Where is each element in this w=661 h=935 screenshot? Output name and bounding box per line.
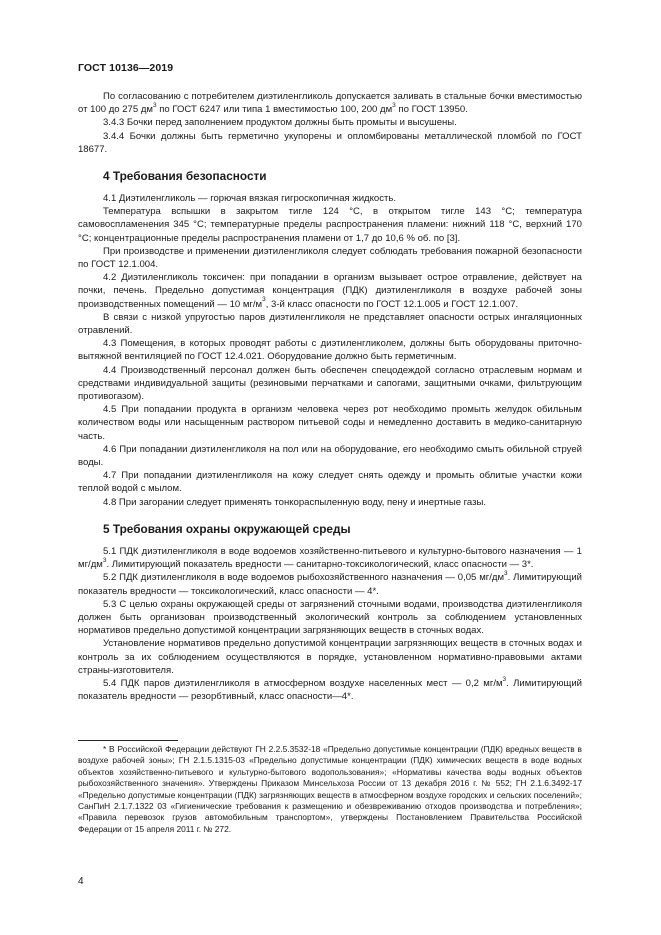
paragraph-4-7: 4.7 При попадании диэтиленгликоля на кожу следует снять одежду и промыть облитые участки кожи теплой водой с мылом.: [78, 470, 582, 495]
text-fragment: 4.2 Диэтиленгликоль токсичен: при попадании в организм вызывает острое отравление, действует на почки, печень. Предельно допустимая концентрация (ПДК) диэтиленгликоля в воздухе рабочей зоны производственных помещений — 10 мг/м: [78, 272, 582, 310]
text-fragment: . Лимитирующий показатель вредности — резорбтивный, класс опасности—4*.: [78, 677, 582, 703]
text-fragment: 5.1 ПДК диэтиленгликоля в воде водоемов хозяйственно-питьевого и культурно-бытового назначения — 1 мг/дм: [78, 545, 582, 571]
paragraph-4-1-temperature: Температура вспышки в закрытом тигле 124 °С, в открытом тигле 143 °С; температура самовоспламенения 345 °С; температурные пределы распространения пламени: нижний 118 °С, верхний 170 °С; концентрационные пределы распространения пламени от 1,7 до 10,6 % об. по [3].: [78, 206, 582, 244]
text-fragment: . Лимитирующий показатель вредности — токсикологический, класс опасности — 4*.: [78, 572, 582, 597]
page-number: 4: [78, 876, 84, 887]
text-fragment: по ГОСТ 6247 или типа 1 вместимостью 100, 200 дм: [156, 104, 393, 116]
paragraph-3-4-4: 3.4.4 Бочки должны быть герметично укупорены и опломбированы металлической пломбой по ГОСТ 18677.: [78, 130, 582, 155]
text-fragment: , 3-й класс опасности по ГОСТ 12.1.005 и ГОСТ 12.1.007.: [265, 298, 519, 310]
paragraph-3-4-3: 3.4.3 Бочки перед заполнением продуктом должны быть промыты и высушены.: [103, 117, 457, 129]
paragraph-4-3: 4.3 Помещения, в которых проводят работы с диэтиленгликолем, должны быть оборудованы приточно-вытяжной вентиляцией по ГОСТ 12.4.021. Оборудование должно быть герметичным.: [78, 338, 582, 363]
superscript: 3: [502, 675, 507, 683]
paragraph-4-5: 4.5 При попадании продукта в организм человека через рот необходимо промыть желудок обильным количеством воды или насыщенным раствором питьевой соды и немедленно доставить в медико-санитарную часть.: [78, 404, 582, 442]
superscript: 3: [392, 102, 396, 110]
superscript: 3: [152, 102, 157, 110]
section-5-title: 5 Требования охраны окружающей среды: [103, 521, 351, 536]
text-fragment: . Лимитирующий показатель вредности — санитарно-токсикологический, класс опасности — 3*.: [106, 559, 534, 571]
superscript: 3: [504, 570, 508, 578]
paragraph-4-1: 4.1 Диэтиленгликоль — горючая вязкая гигроскопичная жидкость.: [103, 193, 396, 205]
text-fragment: 5.2 ПДК диэтиленгликоля в воде водоемов рыбохозяйственного назначения — 0,05 мг/дм: [103, 572, 505, 584]
paragraph-4-1-fire-safety: При производстве и применении диэтиленгликоля следует соблюдать требования пожарной безопасности по ГОСТ 12.1.004.: [78, 245, 582, 271]
paragraph-container-volume: [78, 90, 582, 116]
paragraph-4-4: 4.4 Производственный персонал должен быть обеспечен спецодеждой согласно отраслевым нормам и средствами индивидуальной защиты (резиновыми перчатками и сапогами, защитными очками, фильтрующим противогазом).: [78, 364, 582, 403]
footnote: * В Российской Федерации действуют ГН 2.2.5.3532-18 «Предельно допустимые концентрации (ПДК) вредных веществ в воздухе рабочей зоны»; ГН 2.1.5.1315-03 «Предельно допустимые концентрации (ПДК) химических веществ в воде водных объектов хозяйственно-питьевого и культурно-бытового водопользования»; «Нормативы качества воды водных объектов рыбохозяйственного значения». Утверждены Приказом Минсельхоза России от 13 декабря 2016 г. № 552; ГН 2.1.6.3492-17 «Предельно допустимые концентрации (ПДК) загрязняющих веществ в атмосферном воздухе городских и сельских поселений»; СанПиН 2.1.7.1322 03 «Гигиенические требования к размещению и обезвреживанию отходов производства и потребления»; «Правила перевозок грузов автомобильным транспортом», утверждены Постановлением Правительства Российской Федерации от 15 апреля 2011 г. № 272.: [78, 744, 582, 834]
text-fragment: По согласованию с потребителем диэтиленгликоль допускается заливать в стальные бочки вместимостью от 100 до 275 дм: [78, 91, 582, 116]
text-fragment: 5.4 ПДК паров диэтиленгликоля в атмосферном воздухе населенных мест — 0,2 мг/м: [103, 677, 503, 689]
paragraph-5-3: 5.3 С целью охраны окружающей среды от загрязнений сточными водами, производства диэтиленгликоля должен быть организован производственный экологический контроль за соблюдением установленных нормативов предельно допустимой концентрации загрязняющих веществ в сточных водах.: [78, 598, 582, 637]
footnote-divider: [78, 740, 178, 741]
section-4-title: 4 Требования безопасности: [103, 169, 267, 184]
paragraph-4-2: [78, 271, 582, 311]
paragraph-5-4: [78, 677, 582, 703]
document-standard-header: ГОСТ 10136—2019: [78, 62, 174, 74]
document-body: [78, 90, 582, 703]
paragraph-5-1: [78, 545, 582, 571]
paragraph-5-3-regulation: Установление нормативов предельно допустимой концентрации загрязняющих веществ в сточных водах и контроль за их соблюдением осуществляются в порядке, установленном нормативно-правовыми актами страны-изготовителя.: [78, 638, 582, 676]
paragraph-5-2: [78, 571, 582, 597]
superscript: 3: [102, 556, 107, 564]
text-fragment: по ГОСТ 13950.: [395, 104, 468, 116]
paragraph-4-6: 4.6 При попадании диэтиленгликоля на пол или на оборудование, его необходимо смыть обильной струей воды.: [78, 443, 582, 469]
paragraph-4-8: 4.8 При загорании следует применять тонкораспыленную воду, пену и инертные газы.: [103, 496, 487, 508]
superscript: 3: [262, 296, 266, 304]
paragraph-4-2-inhalation: В связи с низкой упругостью паров диэтиленгликоля не представляет опасности острых ингаляционных отравлений.: [78, 311, 582, 337]
